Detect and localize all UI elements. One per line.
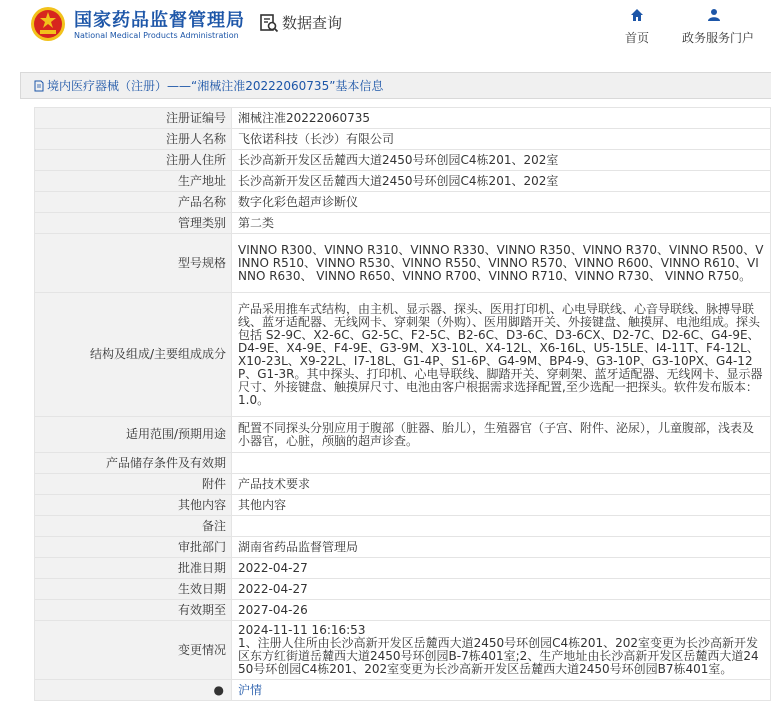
field-value: 2022-04-27 bbox=[232, 558, 771, 579]
field-value: 2027-04-26 bbox=[232, 600, 771, 621]
document-icon bbox=[33, 80, 45, 92]
nmpa-logo-icon[interactable] bbox=[30, 6, 66, 42]
home-icon bbox=[630, 8, 644, 22]
site-header bbox=[0, 0, 771, 62]
table-row bbox=[35, 621, 771, 680]
table-row bbox=[35, 192, 771, 213]
table-row bbox=[35, 171, 771, 192]
table-row bbox=[35, 558, 771, 579]
table-row bbox=[35, 495, 771, 516]
breadcrumb bbox=[21, 73, 771, 99]
lightbulb-icon: ● bbox=[213, 682, 224, 697]
breadcrumb-text[interactable]: 境内医疗器械（注册）——“湘械注准20222060735”基本信息 bbox=[47, 79, 384, 93]
detail-footer-link[interactable] bbox=[232, 680, 771, 701]
table-row bbox=[35, 516, 771, 537]
table-row bbox=[35, 417, 771, 453]
field-value: 数字化彩色超声诊断仪 bbox=[232, 192, 771, 213]
field-value: 飞依诺科技（长沙）有限公司 bbox=[232, 129, 771, 150]
user-icon bbox=[707, 8, 721, 22]
field-label: 适用范围/预期用途 bbox=[35, 417, 232, 453]
field-label: 批准日期 bbox=[35, 558, 232, 579]
field-label: 生效日期 bbox=[35, 579, 232, 600]
info-table bbox=[34, 107, 771, 701]
field-value: 第二类 bbox=[232, 213, 771, 234]
field-label: 审批部门 bbox=[35, 537, 232, 558]
data-query-label: 数据查询 bbox=[282, 14, 343, 32]
field-value: 产品技术要求 bbox=[232, 474, 771, 495]
field-label: 备注 bbox=[35, 516, 232, 537]
table-row bbox=[35, 129, 771, 150]
table-row bbox=[35, 234, 771, 293]
field-label: 结构及组成/主要组成成分 bbox=[35, 293, 232, 417]
field-label: 变更情况 bbox=[35, 621, 232, 680]
nav-home-label: 首页 bbox=[624, 31, 649, 45]
search-document-icon bbox=[259, 13, 279, 33]
detail-link-text[interactable]: 沪情 bbox=[238, 682, 263, 697]
field-label: 型号规格 bbox=[35, 234, 232, 293]
table-row bbox=[35, 453, 771, 474]
field-label: 其他内容 bbox=[35, 495, 232, 516]
field-value: 湖南省药品监督管理局 bbox=[232, 537, 771, 558]
table-row bbox=[35, 108, 771, 129]
detail-footer-label bbox=[35, 680, 232, 701]
field-label: 注册证编号 bbox=[35, 108, 232, 129]
field-label: 产品名称 bbox=[35, 192, 232, 213]
table-row bbox=[35, 680, 771, 701]
field-value: 2022-04-27 bbox=[232, 579, 771, 600]
field-value bbox=[232, 516, 771, 537]
field-label: 注册人名称 bbox=[35, 129, 232, 150]
table-row bbox=[35, 600, 771, 621]
org-name-en[interactable]: National Medical Products Administration bbox=[74, 31, 239, 40]
detail-panel bbox=[20, 72, 771, 99]
field-value: 长沙高新开发区岳麓西大道2450号环创园C4栋201、202室 bbox=[232, 171, 771, 192]
field-value: 2024-11-11 16:16:53 1、注册人住所由长沙高新开发区岳麓西大道2450号环创园C4栋201、202室变更为长沙高新开发区东方红街道岳麓西大道2450号环创园B-7栋401室;2、生产地址由长沙高新开发区岳麓西大道2450号环创园C4栋201、202室变更为长沙高新开发区岳麓西大道2450号环创园B7栋401室。 bbox=[232, 621, 771, 680]
field-value: 湘械注准20222060735 bbox=[232, 108, 771, 129]
field-value: 其他内容 bbox=[232, 495, 771, 516]
table-row bbox=[35, 579, 771, 600]
table-row bbox=[35, 293, 771, 417]
field-label: 产品储存条件及有效期 bbox=[35, 453, 232, 474]
field-value: 产品采用推车式结构，由主机、显示器、探头、医用打印机、心电导联线、心音导联线、脉搏导联线、蓝牙适配器、无线网卡、穿刺架（外购）、医用脚踏开关、外接键盘、触摸屏、电池组成。探头包括 S2-9C、X2-6C、G2-5C、F2-5C、B2-6C、D3-6C、D3-6CX、D2-7C、D2-6C、G4-9E、D4-9E、X4-9E、F4-9E、G3-9M、X3-10L、X4-12L、X6-16L、U5-15LE、I4-11T、F4-12L、X10-23L、X9-22L、I7-18L、G1-4P、S1-6P、G4-9M、BP4-9、G3-10P、G3-10PX、G4-12P、G1-3R。其中探头、打印机、心电导联线、脚踏开关、穿刺架、蓝牙适配器、无线网卡、显示器尺寸、外接键盘、触摸屏尺寸、电池由客户根据需求选择配置,至少选配一把探头。软件发布版本：1.0。 bbox=[232, 293, 771, 417]
table-row bbox=[35, 213, 771, 234]
table-row bbox=[35, 474, 771, 495]
field-label: 注册人住所 bbox=[35, 150, 232, 171]
field-value: 配置不同探头分别应用于腹部（脏器、胎儿），生殖器官（子宫、附件、泌尿），儿童腹部，浅表及小器官，心脏，颅脑的超声诊查。 bbox=[232, 417, 771, 453]
table-row bbox=[35, 150, 771, 171]
table-row bbox=[35, 537, 771, 558]
field-label: 生产地址 bbox=[35, 171, 232, 192]
data-query-link[interactable] bbox=[259, 12, 342, 33]
nav-services[interactable] bbox=[682, 8, 755, 46]
field-value: 长沙高新开发区岳麓西大道2450号环创园C4栋201、202室 bbox=[232, 150, 771, 171]
field-value bbox=[232, 453, 771, 474]
nav-home[interactable] bbox=[607, 8, 667, 46]
field-label: 管理类别 bbox=[35, 213, 232, 234]
nav-services-label: 政务服务门户 bbox=[682, 31, 755, 45]
field-value: VINNO R300、VINNO R310、VINNO R330、VINNO R350、VINNO R370、VINNO R500、VINNO R510、VINNO R530、VINNO R550、VINNO R570、VINNO R600、VINNO R610、VINNO R630、 VINNO R650、VINNO R700、VINNO R710、VINNO R730、 VINNO R750。 bbox=[232, 234, 771, 293]
field-label: 有效期至 bbox=[35, 600, 232, 621]
org-name-cn[interactable]: 国家药品监督管理局 bbox=[74, 10, 245, 31]
field-label: 附件 bbox=[35, 474, 232, 495]
